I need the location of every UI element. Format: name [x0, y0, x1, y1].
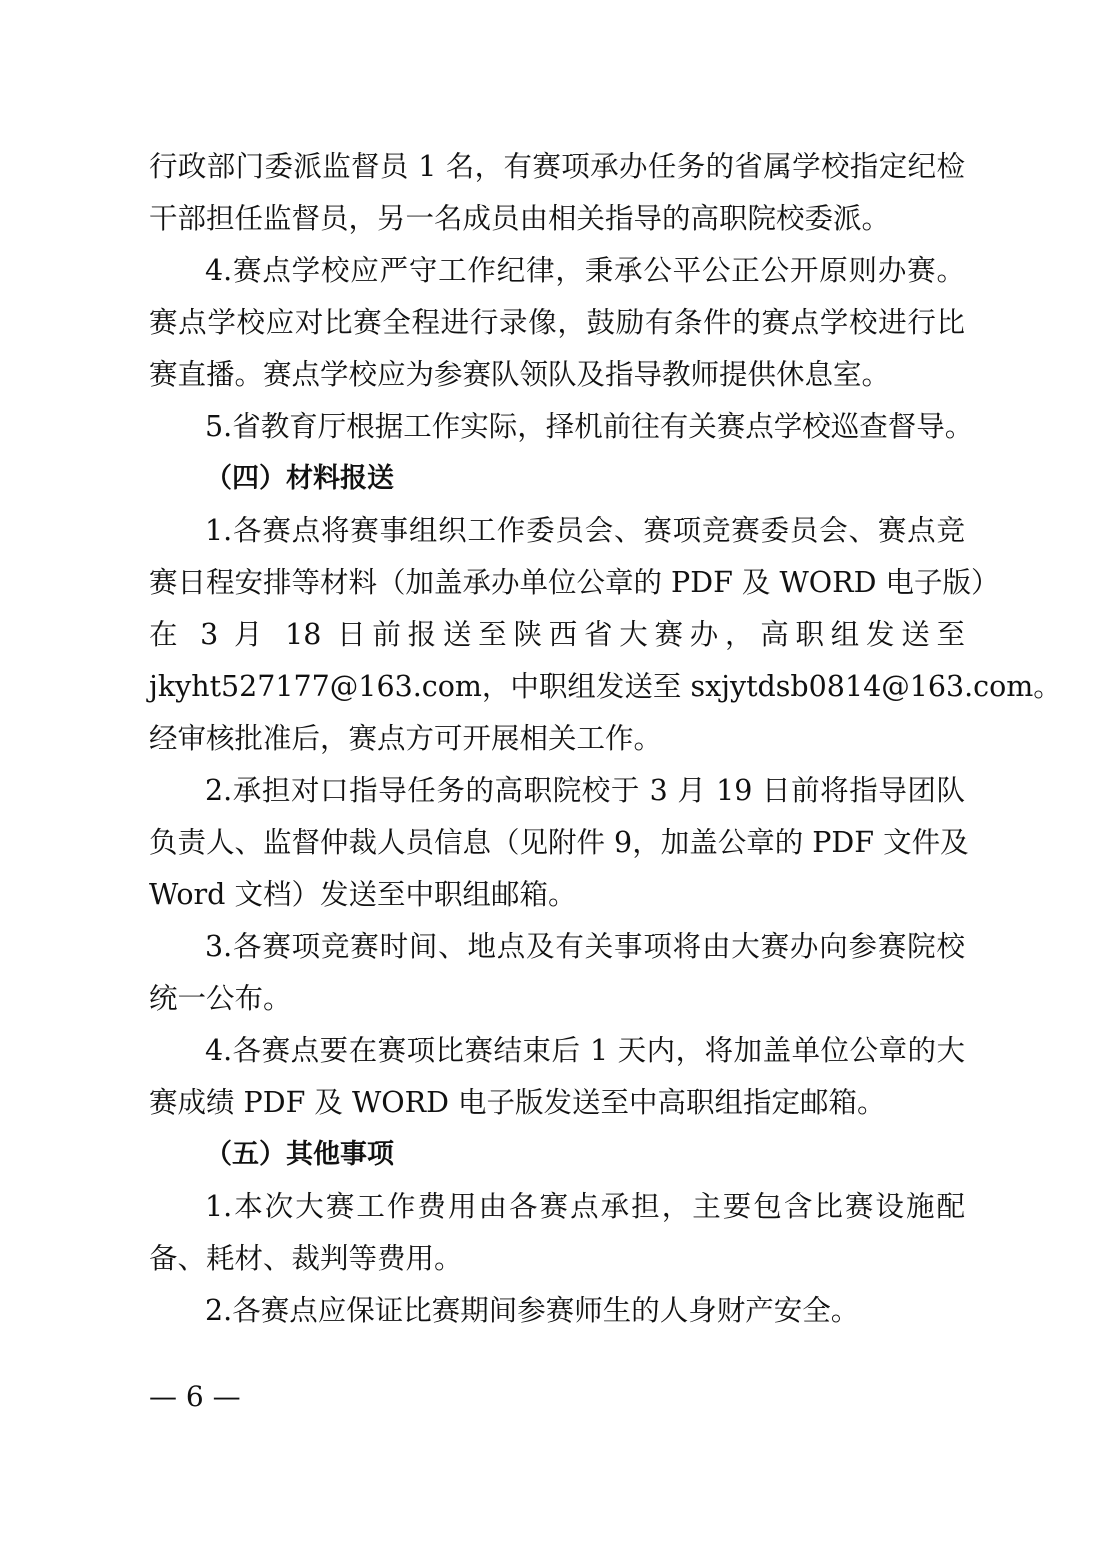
- text-line: 1.各赛点将赛事组织工作委员会、赛项竞赛委员会、赛点竞: [205, 514, 965, 547]
- text-line: 备、耗材、裁判等费用。: [149, 1242, 463, 1275]
- section-heading: （五）其他事项: [205, 1139, 394, 1170]
- text-line: 4.各赛点要在赛项比赛结束后 1 天内，将加盖单位公章的大: [205, 1034, 965, 1067]
- text-line: Word 文档）发送至中职组邮箱。: [149, 878, 577, 911]
- section-heading: （四）材料报送: [205, 463, 394, 494]
- text-line: 干部担任监督员，另一名成员由相关指导的高职院校委派。: [149, 202, 891, 235]
- text-line: 2.各赛点应保证比赛期间参赛师生的人身财产安全。: [205, 1294, 860, 1327]
- text-line: 在 3 月 18 日前报送至陕西省大赛办，高职组发送至: [149, 618, 965, 651]
- text-line: 赛成绩 PDF 及 WORD 电子版发送至中高职组指定邮箱。: [149, 1086, 886, 1119]
- text-line: 赛点学校应对比赛全程进行录像，鼓励有条件的赛点学校进行比: [149, 306, 965, 339]
- text-line: 赛直播。赛点学校应为参赛队领队及指导教师提供休息室。: [149, 358, 891, 391]
- text-line: 4.赛点学校应严守工作纪律，秉承公平公正公开原则办赛。: [205, 254, 965, 287]
- text-line: 2.承担对口指导任务的高职院校于 3 月 19 日前将指导团队: [205, 774, 965, 807]
- text-line: 统一公布。: [149, 982, 292, 1015]
- text-line: 行政部门委派监督员 1 名，有赛项承办任务的省属学校指定纪检: [149, 150, 965, 183]
- text-line: 3.各赛项竞赛时间、地点及有关事项将由大赛办向参赛院校: [205, 930, 965, 963]
- text-line: 1.本次大赛工作费用由各赛点承担，主要包含比赛设施配: [205, 1190, 965, 1223]
- text-line: 赛日程安排等材料（加盖承办单位公章的 PDF 及 WORD 电子版）: [149, 566, 1000, 599]
- text-line: 经审核批准后，赛点方可开展相关工作。: [149, 722, 663, 755]
- text-line: 5.省教育厅根据工作实际，择机前往有关赛点学校巡查督导。: [205, 410, 974, 443]
- text-line: jkyht527177@163.com，中职组发送至 sxjytdsb0814@163.com。: [149, 670, 1062, 703]
- text-line: 负责人、监督仲裁人员信息（见附件 9，加盖公章的 PDF 文件及: [149, 826, 969, 859]
- page-number: — 6 —: [149, 1380, 241, 1413]
